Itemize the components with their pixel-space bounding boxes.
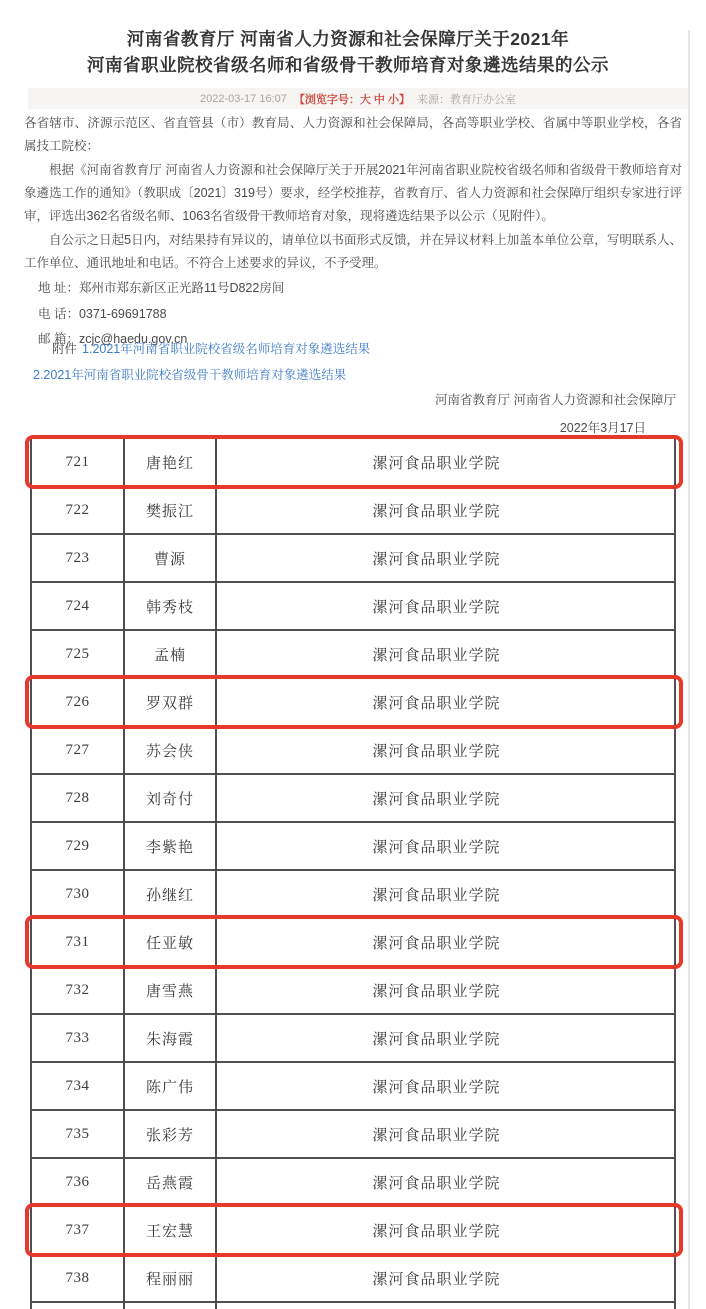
page-title [0,26,696,78]
publish-datetime: 2022-03-17 16:07 [200,92,287,105]
row-number: 726 [65,693,90,710]
table-row [32,821,674,869]
table-row [32,725,674,773]
attachment-link-1[interactable]: 1.2021年河南省职业院校省级名师培育对象遴选结果 [82,342,371,356]
table-row [32,581,674,629]
row-number: 732 [65,981,90,998]
row-number [32,1303,123,1309]
contact-address: 地 址：郑州市郑东新区正光路11号D822房间 [38,281,285,295]
school-name: 漯河食品职业学院 [215,1015,674,1061]
meta-bar [28,88,688,109]
school-name [215,1303,674,1309]
teacher-name: 李紫艳 [123,823,215,869]
school-name: 漯河食品职业学院 [215,823,674,869]
teacher-name: 程丽丽 [123,1255,215,1301]
row-number: 722 [65,501,90,518]
row-number: 721 [65,453,90,470]
row-number: 723 [65,549,90,566]
teacher-name: 陈广伟 [123,1063,215,1109]
row-number: 729 [65,837,90,854]
announcement-body [24,112,682,353]
page-title-line1: 河南省教育厅 河南省人力资源和社会保障厅关于2021年 [126,29,570,49]
teacher-name: 唐艳红 [123,439,215,485]
teacher-name: 樊振江 [123,487,215,533]
school-name: 漯河食品职业学院 [215,727,674,773]
row-number: 737 [65,1221,90,1238]
teacher-name: 张彩芳 [123,1111,215,1157]
school-name: 漯河食品职业学院 [215,967,674,1013]
table-row [32,917,674,965]
teacher-name: 孙继红 [123,871,215,917]
row-number: 728 [65,789,90,806]
result-table [30,437,676,1309]
school-name: 漯河食品职业学院 [215,919,674,965]
school-name: 漯河食品职业学院 [215,775,674,821]
page-title-line2: 河南省职业院校省级名师和省级骨干教师培育对象遴选结果的公示 [87,55,609,75]
row-number: 738 [65,1269,90,1286]
table-row [32,1013,674,1061]
table-row [32,773,674,821]
salutation: 各省辖市、济源示范区、省直管县（市）教育局、人力资源和社会保障局，各高等职业学校、省属中等职业学校，各省属技工院校： [24,116,682,153]
contact-phone: 电 话：0371-69691788 [38,306,167,321]
row-number: 731 [65,933,90,950]
teacher-name: 任亚敏 [123,919,215,965]
school-name: 漯河食品职业学院 [215,871,674,917]
row-number: 730 [65,885,90,902]
row-number: 725 [65,645,90,662]
row-number: 724 [65,597,90,614]
table-row [32,965,674,1013]
paragraph-basis: 根据《河南省教育厅 河南省人力资源和社会保障厅关于开展2021年河南省职业院校省级名师和省级骨干教师培育对象遴选工作的通知》（教职成〔2021〕319号）要求，经学校推荐，省教育厅、省人力资源和社会保障厅组织专家进行评审，评选出362名省级名师、1063名省级骨干教师培育对象，现将遴选结果予以公示（见附件）。 [24,163,682,223]
table-row [32,629,674,677]
table-row [32,1109,674,1157]
school-name: 漯河食品职业学院 [215,439,674,485]
table-row [32,1205,674,1253]
issuer-name: 河南省教育厅 河南省人力资源和社会保障厅 [435,393,676,407]
table-row [32,677,674,725]
school-name: 漯河食品职业学院 [215,679,674,725]
row-number: 727 [65,741,90,758]
contact-email: 邮 箱：zcjc@haedu.gov.cn [38,332,188,346]
source-label: 来源：教育厅办公室 [416,93,516,106]
teacher-name: 王宏慧 [123,1207,215,1253]
table-row [32,1301,674,1309]
school-name: 漯河食品职业学院 [215,1255,674,1301]
attachment-link-2[interactable]: 2.2021年河南省职业院校省级骨干教师培育对象遴选结果 [33,367,347,382]
row-number: 734 [65,1077,90,1094]
teacher-name: 苏会侠 [123,727,215,773]
signature-block [0,386,676,442]
paragraph-objection: 自公示之日起5日内，对结果持有异议的，请单位以书面形式反馈，并在异议材料上加盖本单位公章，写明联系人、工作单位、通讯地址和电话。不符合上述要求的异议，不予受理。 [24,233,682,270]
school-name: 漯河食品职业学院 [215,1207,674,1253]
attachments-label: 附件 [52,342,78,356]
font-size-control[interactable]: 【浏览字号：大 中 小】 [293,93,410,106]
table-row [32,1157,674,1205]
row-number: 733 [65,1029,90,1046]
teacher-name [123,1303,215,1309]
teacher-name: 孟楠 [123,631,215,677]
page-right-edge-line [688,30,690,1309]
teacher-name: 罗双群 [123,679,215,725]
school-name: 漯河食品职业学院 [215,1111,674,1157]
row-number: 736 [65,1173,90,1190]
teacher-name: 唐雪燕 [123,967,215,1013]
school-name: 漯河食品职业学院 [215,535,674,581]
table-row [32,869,674,917]
table-row [32,485,674,533]
table-row [32,439,674,485]
school-name: 漯河食品职业学院 [215,1063,674,1109]
school-name: 漯河食品职业学院 [215,1159,674,1205]
school-name: 漯河食品职业学院 [215,583,674,629]
attachments-section [24,337,370,388]
school-name: 漯河食品职业学院 [215,631,674,677]
school-name: 漯河食品职业学院 [215,487,674,533]
table-row [32,1061,674,1109]
table-row [32,1253,674,1301]
row-number: 735 [65,1125,90,1142]
table-row [32,533,674,581]
teacher-name: 曹源 [123,535,215,581]
teacher-name: 韩秀枝 [123,583,215,629]
teacher-name: 刘奇付 [123,775,215,821]
teacher-name: 朱海霞 [123,1015,215,1061]
issue-date: 2022年3月17日 [559,421,646,435]
teacher-name: 岳燕霞 [123,1159,215,1205]
